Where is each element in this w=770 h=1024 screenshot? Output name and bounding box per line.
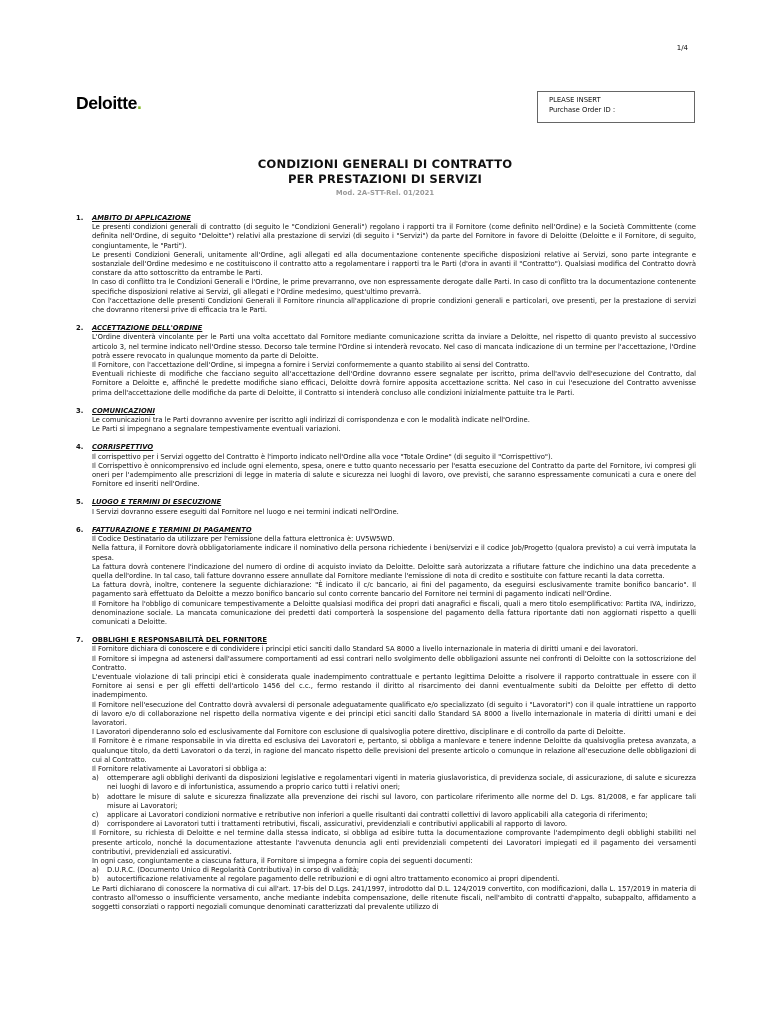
paragraph: Le comunicazioni tra le Parti dovranno avvenire per iscritto agli indirizzi di corrispondenza e con le modalità indicate nell'Ordine.: [92, 416, 530, 425]
section-number: 2.: [76, 324, 84, 333]
paragraph: Il Fornitore, con l'accettazione dell'Ordine, si impegna a fornire i Servizi conformemente a quanto stabilito ai sensi del Contratto.: [92, 361, 530, 370]
paragraph: Eventuali richieste di modifiche che facciano seguito all'accettazione dell'Ordine dovranno essere segnalate per iscritto, prima dell'avvio dell'esecuzione del Contratto, dal Fornitore a Deloitte e, affinché le predette modifiche siano efficaci, Deloitte dovrà fornire apposita accettazione scritta. Nel caso in cui l'esecuzione del Contratto avvenisse prima dell'accettazione delle modifiche da parte di Deloitte, il Contratto si intenderà concluso alle condizioni inizialmente pattuite tra le Parti.: [92, 370, 696, 397]
paragraph: Nella fattura, il Fornitore dovrà obbligatoriamente indicare il nominativo della persona richiedente i beni/servizi e il codice Job/Progetto (qualora previsto) a cui verrà imputata la spesa.: [92, 544, 696, 562]
paragraph: Il Fornitore dichiara di conoscere e di condividere i principi etici sanciti dallo Standard SA 8000 a livello internazionale in materia di diritti umani e dei lavoratori.: [92, 645, 638, 654]
paragraph: L'Ordine diventerà vincolante per le Parti una volta accettato dal Fornitore mediante comunicazione scritta da inviare a Deloitte, nel rispetto di quanto previsto al successivo articolo 3, nel termine indicato nell'Ordine stesso. Decorso tale termine l'Ordine si intenderà revocato. Nel caso di mancata indicazione di un termine per l'accettazione, l'Ordine potrà essere revocato in qualunque momento da parte di Deloitte.: [92, 333, 696, 360]
paragraph: Il Fornitore nell'esecuzione del Contratto dovrà avvalersi di personale adeguatamente qualificato e/o specializzato (di seguito i "Lavoratori") con il quale intrattiene un rapporto di lavoro e/o di collaborazione nel rispetto della normativa vigente e dei principi etici sanciti dallo Standard SA 8000 a livello internazionale in materia di diritti umani e dei lavoratori.: [92, 700, 696, 727]
paragraph: Il Fornitore, su richiesta di Deloitte e nel termine dalla stessa indicato, si obbliga ad esibire tutta la documentazione comprovante l'adempimento degli obblighi stabiliti nel presente articolo, nonché la documentazione attestante l'avvenuta denuncia agli enti previdenziali competenti dei Lavoratori impiegati ed il pagamento dei versamenti contributivi, previdenziali ed assicurativi.: [92, 829, 696, 856]
section-heading: OBBLIGHI E RESPONSABILITÀ DEL FORNITORE: [92, 636, 267, 645]
paragraph: Il Fornitore ha l'obbligo di comunicare tempestivamente a Deloitte qualsiasi modifica dei propri dati anagrafici e fiscali, quali a mero titolo esemplificativo: Partita IVA, indirizzo, denominazione sociale. La mancata comunicazione dei predetti dati comporterà la sospensione del pagamento della fattura riportante dati non aggiornati rispetto a quelli comunicati a Deloitte.: [92, 599, 696, 626]
section-heading: ACCETTAZIONE DELL'ORDINE: [92, 324, 203, 333]
paragraph: La fattura dovrà, inoltre, contenere la seguente dichiarazione: "È indicato il c/c bancario, ai fini del pagamento, da eseguirsi esclusivamente tramite bonifico bancario". Il pagamento sarà effettuato da Deloitte a mezzo bonifico bancario sul conto corrente bancario del Fornitore nei termini di pagamento indicati nell'Ordine.: [92, 581, 696, 599]
title-line-2: PER PRESTAZIONI DI SERVIZI: [287, 172, 483, 186]
section-3: [76, 407, 696, 435]
document-subtitle: Mod. 2A-STT-Rel. 01/2021: [335, 189, 435, 197]
paragraph: I Lavoratori dipenderanno solo ed esclusivamente dal Fornitore con esclusione di qualsivoglia potere direttivo, disciplinare e di controllo da parte di Deloitte.: [92, 728, 626, 737]
logo-text: Deloitte: [76, 93, 137, 113]
paragraph: In caso di conflitto tra le Condizioni Generali e l'Ordine, le prime prevarranno, ove non espressamente derogate dalle Parti. In caso di conflitto tra la documentazione contenente specifiche disposizioni relative ai Servizi, gli allegati e l'Ordine medesimo, quest'ultimo prevarrà.: [92, 278, 696, 296]
list-item: [92, 774, 696, 792]
section-4: [76, 443, 696, 489]
section-2: [76, 324, 696, 398]
paragraph: Le Parti si impegnano a segnalare tempestivamente eventuali variazioni.: [92, 425, 341, 434]
section-number: 3.: [76, 406, 84, 415]
page-number: 1/4: [676, 44, 688, 52]
sections: [76, 214, 696, 921]
section-7: [76, 636, 696, 912]
title-line-1: CONDIZIONI GENERALI DI CONTRATTO: [257, 157, 513, 171]
paragraph: Il Fornitore relativamente ai Lavoratori si obbliga a:: [92, 764, 267, 773]
list-text: adottare le misure di salute e sicurezza finalizzate alla prevenzione dei rischi sul lavoro, con particolare riferimento alle norme del D. Lgs. 81/2008, e far applicare tali misure ai Lavoratori;: [107, 792, 696, 810]
list-label: a): [92, 866, 99, 875]
section-number: 1.: [76, 214, 84, 222]
purchase-order-box: [537, 91, 695, 123]
section-number: 6.: [76, 525, 84, 534]
section-1: [76, 214, 696, 315]
paragraph: Le presenti Condizioni Generali, unitamente all'Ordine, agli allegati ed alla documentazione contenente specifiche disposizioni relative ai Servizi, sono parte integrante e sostanziale dell'Ordine medesimo e ne costituiscono il contratto atto a regolamentare i rapporti tra le Parti (d'ora in avanti il "Contratto"). Qualsiasi modifica del Contratto dovrà constare da atto sottoscritto da entrambe le Parti.: [92, 250, 696, 278]
deloitte-logo: [76, 93, 141, 114]
paragraph: Con l'accettazione delle presenti Condizioni Generali il Fornitore rinuncia all'applicazione di proprie condizioni generali e particolari, ove presenti, per la prestazione di servizi che dovranno ritenersi prive di efficacia tra le Parti.: [92, 296, 696, 315]
section-heading: CORRISPETTIVO: [92, 443, 154, 452]
list-label: b): [92, 792, 99, 801]
list-text: applicare ai Lavoratori condizioni normative e retributive non inferiori a quelle risultanti dai contratti collettivi di lavoro applicabili alla categoria di riferimento;: [107, 810, 648, 819]
list-item: [92, 875, 696, 884]
paragraph: Il Fornitore è e rimane responsabile in via diretta ed esclusiva dei Lavoratori e, pertanto, si obbliga a manlevare e tenere indenne Deloitte da qualsivoglia pretesa avanzata, a qualunque titolo, da detti Lavoratori o da terzi, in ragione del mancato rispetto delle previsioni del presente articolo o comunque in relazione all'esecuzione delle obbligazioni di cui al Contratto.: [92, 737, 696, 764]
list-text: D.U.R.C. (Documento Unico di Regolarità Contributiva) in corso di validità;: [107, 866, 360, 875]
list-label: b): [92, 875, 99, 884]
paragraph: I Servizi dovranno essere eseguiti dal Fornitore nel luogo e nei termini indicati nell'Ordine.: [92, 507, 399, 516]
list-item: [92, 866, 696, 875]
list-label: c): [92, 810, 99, 819]
paragraph: La fattura dovrà contenere l'indicazione del numero di ordine di acquisto inviato da Deloitte. Deloitte sarà autorizzata a rifiutare fatture che indichino una data precedente a quella dell'ordine. In tal caso, tali fatture dovranno essere annullate dal Fornitore mediante l'emissione di nota di credito e sostituite con fatture recanti la data corretta.: [92, 562, 696, 580]
section-6: [76, 526, 696, 627]
list-text: ottemperare agli obblighi derivanti da disposizioni legislative e regolamentari vigenti in materia giuslavoristica, di previdenza sociale, di assicurazione, di salute e sicurezza nei luoghi di lavoro e di infortunistica, assumendo a proprio carico tutti i relativi oneri;: [107, 774, 696, 792]
list-label: d): [92, 820, 99, 829]
paragraph: In ogni caso, congiuntamente a ciascuna fattura, il Fornitore si impegna a fornire copia dei seguenti documenti:: [92, 857, 473, 865]
section-heading: COMUNICAZIONI: [92, 406, 155, 415]
section-number: 4.: [76, 443, 84, 452]
paragraph: Il Fornitore si impegna ad astenersi dall'assumere comportamenti ad essi contrari nello svolgimento delle obbligazioni assunte nei confronti di Deloitte con la sottoscrizione del Contratto.: [92, 654, 696, 672]
list-text: autocertificazione relativamente al regolare pagamento delle retribuzioni e di ogni altro trattamento economico ai propri dipendenti.: [107, 875, 560, 884]
section-number: 5.: [76, 498, 84, 507]
section-heading: LUOGO E TERMINI DI ESECUZIONE: [92, 498, 222, 507]
section-heading: FATTURAZIONE E TERMINI DI PAGAMENTO: [92, 525, 252, 534]
list-text: corrispondere ai Lavoratori tutti i trattamenti retributivi, fiscali, assicurativi, previdenziali e contributivi applicabili al rapporto di lavoro.: [107, 820, 568, 829]
list-item: [92, 811, 696, 820]
section-5: [76, 498, 696, 516]
list-item: [92, 820, 696, 829]
list-label: a): [92, 774, 99, 783]
paragraph: Le Parti dichiarano di conoscere la normativa di cui all'art. 17-bis del D.Lgs. 241/1997, introdotto dal D.L. 124/2019 convertito, con modificazioni, dalla L. 157/2019 in materia di contrasto all'omesso o insufficiente versamento, anche mediante indebita compensazione, delle ritenute fiscali, nell'ambito di contratti d'appalto, subappalto, affidamento a soggetti consorziati o rapporti negoziali comunque denominati caratterizzati dal prevalente utilizzo di: [92, 884, 696, 912]
paragraph: Il Codice Destinatario da utilizzare per l'emissione della fattura elettronica è: UV5W5WD.: [92, 535, 395, 544]
po-line-2: Purchase Order ID :: [549, 106, 616, 114]
logo-dot: .: [136, 93, 142, 113]
po-line-1: PLEASE INSERT: [549, 96, 601, 104]
paragraph: L'eventuale violazione di tali principi etici è considerata quale inadempimento contrattuale e pertanto legittima Deloitte a risolvere il rapporto contrattuale in essere con il Fornitore ai sensi e per gli effetti dell'articolo 1456 del c.c., fermo restando il diritto al risarcimento dei danni eventualmente subiti da Deloitte per effetto di detto inadempimento.: [92, 672, 696, 700]
paragraph: Il Corrispettivo è onnicomprensivo ed include ogni elemento, spesa, onere e tutto quanto necessario per l'esatta esecuzione del Contratto da parte del Fornitore, ivi compresi gli oneri per l'adempimento alle prescrizioni di legge in materia di salute e sicurezza nei luoghi di lavoro, ove previsti, che saranno espressamente comunicati a cura e onere del Fornitore ed inseriti nell'Ordine.: [92, 461, 696, 489]
section-number: 7.: [76, 636, 84, 645]
section-heading: AMBITO DI APPLICAZIONE: [92, 214, 191, 222]
paragraph: Le presenti condizioni generali di contratto (di seguito le "Condizioni Generali") regolano i rapporti tra il Fornitore (come definito nell'Ordine) e la Società Committente (come definita nell'Ordine, di seguito "Deloitte") relativi alla prestazione di servizi (di seguito i "Servizi") da parte del Fornitore in favore di Deloitte (Deloitte e il Fornitore, di seguito, congiuntamente, le "Parti").: [92, 223, 696, 250]
document-title: [0, 157, 770, 187]
list-item: [92, 793, 696, 811]
paragraph: Il corrispettivo per i Servizi oggetto del Contratto è l'importo indicato nell'Ordine alla voce "Totale Ordine" (di seguito il "Corrispettivo").: [92, 452, 553, 461]
